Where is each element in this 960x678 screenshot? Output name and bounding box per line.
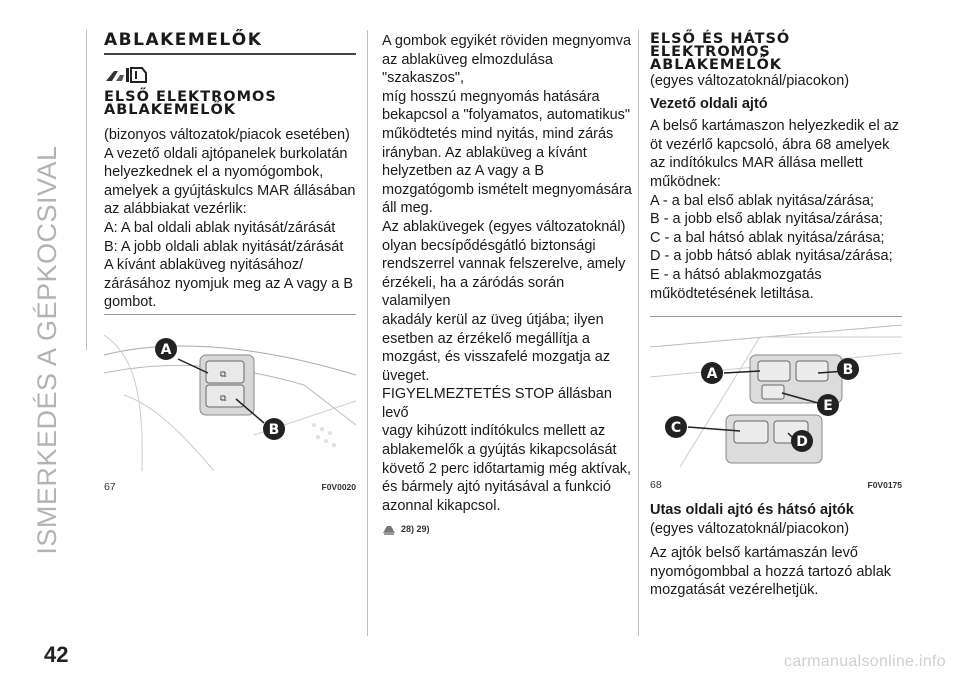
column-divider-2	[638, 30, 639, 636]
body-line: mozgatógomb ismételt megnyomására	[382, 181, 632, 198]
driver-door-heading: Vezető oldali ajtó	[650, 95, 768, 112]
body-line: rendszerrel vannak felszerelve, amely	[382, 256, 626, 273]
figure-68	[650, 316, 902, 491]
body-line: vagy kihúzott indítókulcs mellett az	[382, 423, 606, 440]
figure-67-label-b: B	[268, 422, 280, 438]
warning-refs-text: 28) 29)	[401, 524, 430, 535]
body-line: áll meg.	[382, 200, 433, 217]
page-number: 42	[44, 642, 69, 667]
body-line: A: A bal oldali ablak nyitását/zárását	[104, 219, 336, 236]
chapter-side-title-text: ISMERKEDÉS A GÉPKOCSIVAL	[32, 145, 62, 555]
body-line: Az ablaküvegek (egyes változatoknál)	[382, 218, 626, 235]
body-line: C - a bal hátsó ablak nyitása/zárása;	[650, 229, 885, 246]
section-title-line-2: ELEKTROMOS	[650, 44, 771, 60]
passenger-door-heading: Utas oldali ajtó és hátsó ajtók	[650, 502, 854, 518]
figure-68-code: F0V0175	[867, 480, 902, 490]
body-line: bekapcsol a "folyamatos, automatikus"	[382, 107, 631, 124]
chapter-side-title	[32, 145, 62, 555]
body-line: B: A jobb oldali ablak nyitását/zárását	[104, 238, 344, 255]
watermark: carmanualsonline.info	[784, 653, 946, 670]
svg-text:⧉: ⧉	[220, 370, 227, 380]
body-line: működnek:	[650, 173, 721, 190]
body-line: az alábbiakat vezérlik:	[104, 201, 247, 218]
body-line: D - a jobb hátsó ablak nyitása/zárása;	[650, 248, 893, 265]
front-door-switch-illustration	[104, 315, 356, 471]
column-3	[650, 33, 910, 303]
figure-68-label-d: D	[796, 434, 808, 450]
body-line: öt vezérlő kapcsoló, ábra 68 amelyek	[650, 136, 890, 153]
section-title-line-3: ABLAKEMELŐK	[650, 57, 783, 73]
body-line: mozgást, és visszafelé mozgatja az	[382, 349, 611, 366]
five-switch-panel-illustration	[650, 317, 902, 473]
column-2	[382, 32, 634, 535]
body-line: A belső kartámaszon helyezkedik el az	[650, 118, 900, 135]
body-line: működtetésének letiltása.	[650, 285, 814, 302]
body-line: nyomógombbal a hozzá tartozó ablak	[650, 563, 892, 580]
column-3-lower	[650, 501, 910, 600]
body-line: olyan becsípődésgátló biztonsági	[382, 237, 596, 254]
body-line: Az ajtók belső kartámaszán levő	[650, 545, 858, 562]
body-line: (bizonyos változatok/piacok esetében)	[104, 127, 350, 143]
body-line: míg hosszú megnyomás hatására	[382, 88, 600, 105]
body-line: és bármely ajtó nyitásával a funkció	[382, 479, 611, 496]
body-line: A vezető oldali ajtópanelek burkolatán	[104, 145, 348, 162]
window-lift-icon	[104, 65, 356, 87]
body-line: az ablaküveg elmozdulása "szakaszos",	[382, 51, 553, 87]
column-1	[104, 32, 356, 312]
body-line: működtetés mind nyitás, mind zárás	[382, 125, 614, 142]
body-line: A - a bal első ablak nyitása/zárása;	[650, 192, 875, 209]
section-title-line-1: ELSŐ ELEKTROMOS	[104, 89, 277, 105]
variant-note: (egyes változatoknál/piacokon)	[650, 73, 850, 89]
body-line: azonnal kikapcsol.	[382, 497, 501, 514]
body-line: E - a hátsó ablakmozgatás	[650, 266, 822, 283]
section-title-line-2: ABLAKEMELŐK	[104, 102, 237, 118]
column-divider-left	[86, 30, 87, 350]
page-title: ABLAKEMELŐK	[104, 30, 263, 50]
body-line: követő 2 perc időtartamig még aktívak,	[382, 460, 632, 477]
body-line: ablakemelők a gyújtás kikapcsolását	[382, 442, 617, 459]
body-line: gombot.	[104, 294, 157, 311]
body-line: A kívánt ablaküveg nyitásához/	[104, 257, 304, 274]
warning-reference	[382, 523, 634, 535]
column-divider-1	[367, 30, 368, 636]
body-line: irányban. Az ablaküveg a kívánt	[382, 144, 587, 161]
body-line: zárásához nyomjuk meg az A vagy a B	[104, 275, 354, 292]
figure-68-label-b: B	[842, 362, 854, 378]
body-line: mozgatását vezérelhetjük.	[650, 582, 819, 599]
body-line: helyzetben az A vagy a B	[382, 163, 545, 180]
passenger-variant-note: (egyes változatoknál/piacokon)	[650, 520, 850, 537]
warning-hand-icon	[382, 523, 396, 535]
body-line: érzékeli, ha a záródás során valamilyen	[382, 274, 565, 310]
figure-67-label-a: A	[160, 342, 172, 358]
body-line: helyezkednek el a nyomógombok,	[104, 164, 324, 181]
figure-67-code: F0V0020	[321, 482, 356, 492]
body-line: FIGYELMEZTETÉS STOP állásban levő	[382, 386, 612, 421]
body-line: akadály kerül az üveg útjába; ilyen	[382, 311, 604, 328]
figure-67-number: 67	[104, 481, 116, 493]
figure-67	[104, 314, 356, 493]
body-line: B - a jobb első ablak nyitása/zárása;	[650, 211, 883, 228]
body-line: az indítókulcs MAR állása mellett	[650, 155, 863, 172]
title-rule	[104, 53, 356, 55]
body-line: esetben az érzékelő megállítja a	[382, 330, 590, 347]
body-line: amelyek a gyújtáskulcs MAR állásában	[104, 182, 356, 199]
body-line: A gombok egyikét röviden megnyomva	[382, 33, 632, 49]
figure-68-label-a: A	[706, 366, 718, 382]
figure-68-label-c: C	[670, 420, 682, 436]
body-line: üveget.	[382, 367, 430, 384]
figure-68-number: 68	[650, 479, 662, 491]
section-title-line-1: ELSŐ ÉS HÁTSÓ	[650, 31, 791, 47]
figure-68-label-e: E	[823, 398, 833, 414]
svg-text:⧉: ⧉	[220, 394, 227, 404]
